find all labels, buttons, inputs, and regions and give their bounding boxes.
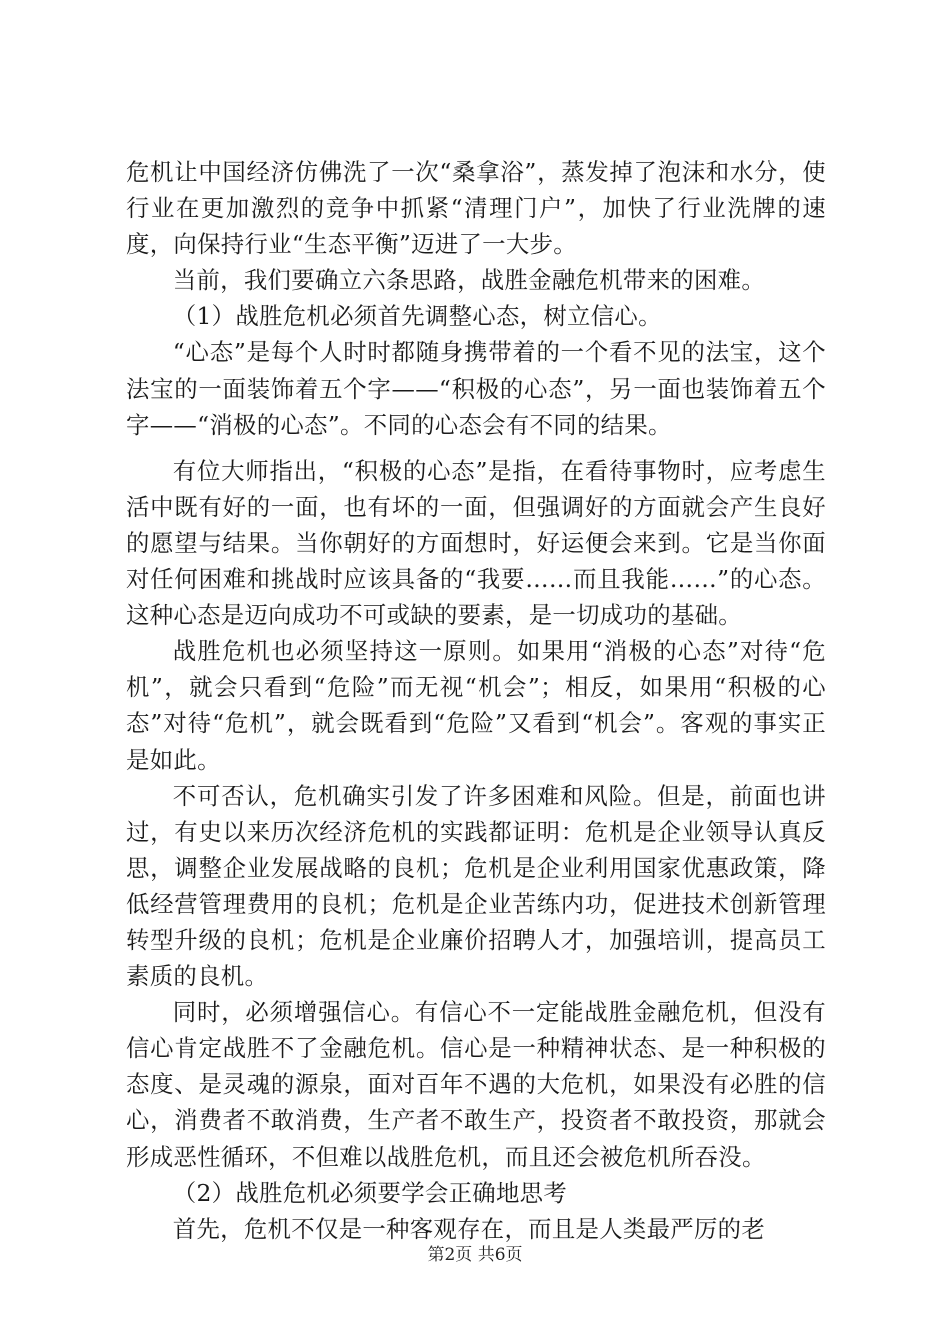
paragraph-principle: 战胜危机也必须坚持这一原则。如果用“消极的心态”对待“危机”，就会只看到“危险”而无视“机会”；相反，如果用“积极的心态”对待“危机”，就会既看到“危险”又看到“机会”。客观的事实正是如此。 (126, 637, 826, 774)
paragraph-first: 首先，危机不仅是一种客观存在，而且是人类最严厉的老 (172, 1214, 766, 1243)
body-text (126, 154, 826, 1247)
page-footer: 第2页 共6页 (427, 1245, 523, 1265)
paragraph-confidence: 同时，必须增强信心。有信心不一定能战胜金融危机，但没有信心肯定战胜不了金融危机。信心是一种精神状态、是一种积极的态度、是灵魂的源泉，面对百年不遇的大危机，如果没有必胜的信心，消费者不敢消费，生产者不敢生产，投资者不敢投资，那就会形成恶性循环，不但难以战胜危机，而且还会被危机所吞没。 (126, 998, 826, 1171)
section-heading-2: （2）战胜危机必须要学会正确地思考 (172, 1178, 568, 1207)
paragraph-opportunities: 不可否认，危机确实引发了许多困难和风险。但是，前面也讲过，有史以来历次经济危机的实践都证明：危机是企业领导认真反思，调整企业发展战略的良机；危机是企业利用国家优惠政策，降低经营管理费用的良机；危机是企业苦练内功，促进技术创新管理转型升级的良机；危机是企业廉价招聘人才，加强培训，提高员工素质的良机。 (126, 781, 826, 991)
paragraph-master-quote: 有位大师指出，“积极的心态”是指，在看待事物时，应考虑生活中既有好的一面，也有坏的一面，但强调好的方面就会产生良好的愿望与结果。当你朝好的方面想时，好运便会来到。它是当你面对任何困难和挑战时应该具备的“我要……而且我能……”的心态。这种心态是迈向成功不可或缺的要素，是一切成功的基础。 (126, 456, 826, 630)
paragraph-mindset: “心态”是每个人时时都随身携带着的一个看不见的法宝，这个法宝的一面装饰着五个字——“积极的心态”，另一面也装饰着五个字——“消极的心态”。不同的心态会有不同的结果。 (126, 338, 826, 439)
paragraph-intro-six-ideas: 当前，我们要确立六条思路，战胜金融危机带来的困难。 (172, 266, 766, 295)
paragraph-continuation: 危机让中国经济仿佛洗了一次“桑拿浴”，蒸发掉了泡沫和水分，使行业在更加激烈的竞争中抓紧“清理门户”，加快了行业洗牌的速度，向保持行业“生态平衡”迈进了一大步。 (126, 158, 826, 259)
section-heading-1: （1）战胜危机必须首先调整心态，树立信心。 (172, 302, 662, 331)
